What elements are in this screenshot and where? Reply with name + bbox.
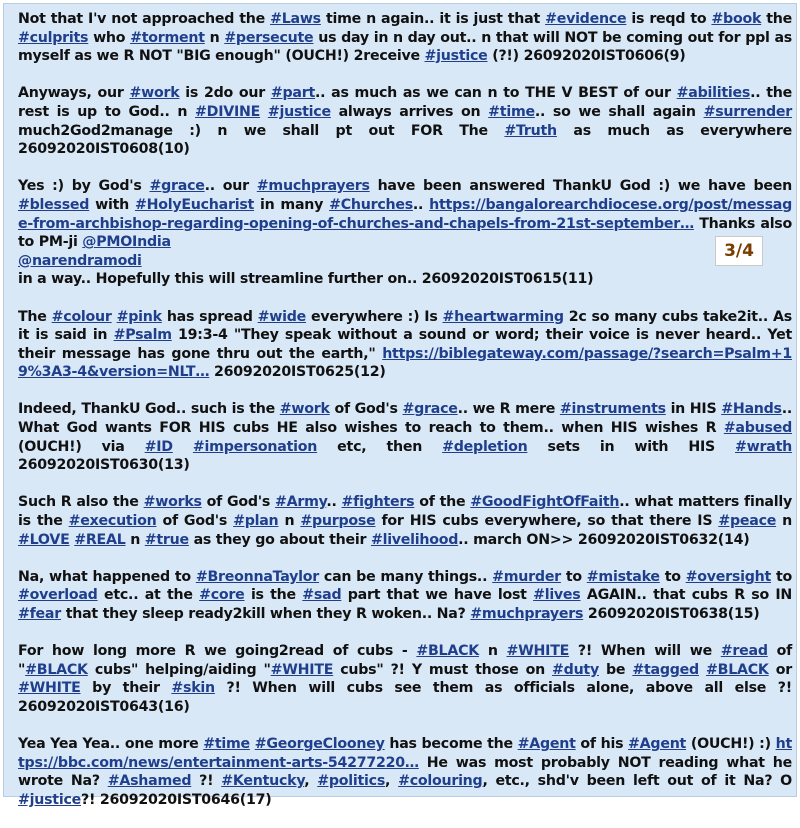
- hashtag-link[interactable]: #BLACK: [416, 643, 479, 660]
- paragraph: [18, 493, 792, 549]
- hashtag-link[interactable]: #pink: [116, 308, 162, 325]
- hashtag-link[interactable]: #GoodFightOfFaith: [470, 494, 620, 511]
- text-run: (OUCH!) :): [686, 736, 776, 753]
- text-run: .. we R mere: [457, 401, 560, 418]
- paragraph: [18, 400, 792, 474]
- hashtag-link[interactable]: #fighters: [341, 494, 415, 511]
- hashtag-link[interactable]: #peace: [718, 513, 777, 530]
- hashtag-link[interactable]: #REAL: [74, 531, 126, 548]
- text-run: 26092020IST0625(12): [209, 364, 386, 381]
- text-run: n: [479, 643, 507, 660]
- page-number-badge: 3/4: [715, 236, 763, 266]
- hashtag-link[interactable]: #WHITE: [270, 661, 334, 678]
- text-run: [173, 439, 193, 455]
- text-run: much2God2manage :) n we shall pt out FOR The: [18, 122, 505, 139]
- text-run: always arrives on: [330, 103, 489, 120]
- text-run: Anyways, our: [18, 85, 130, 102]
- hashtag-link[interactable]: #Churches: [329, 196, 413, 213]
- paragraph: [18, 84, 792, 158]
- hashtag-link[interactable]: #works: [143, 494, 202, 511]
- text-run: [260, 104, 268, 120]
- text-run: For how long more R we going2read of cubs -: [18, 643, 417, 660]
- text-run: of the: [414, 494, 471, 511]
- hashtag-link[interactable]: #colouring: [398, 773, 483, 790]
- hashtag-link[interactable]: #BreonnaTaylor: [195, 568, 320, 585]
- hashtag-link[interactable]: #impersonation: [192, 438, 318, 455]
- text-run: is 2do our: [179, 85, 271, 102]
- text-run: 19:3-4 "They speak without a sound or word; their voice is never heard.. Yet their message has gone thru out the earth,": [18, 327, 792, 362]
- hashtag-link[interactable]: #abilities: [676, 85, 751, 102]
- text-run: the: [761, 11, 792, 27]
- hashtag-link[interactable]: #wrath: [735, 438, 792, 455]
- text-run: .. What God wants FOR HIS cubs HE also wishes to reach to them.. when HIS wishes R: [18, 401, 793, 437]
- hashtag-link[interactable]: #skin: [171, 680, 215, 697]
- text-run: AGAIN.. that cubs R so IN: [580, 587, 792, 604]
- hashtag-link[interactable]: #abused: [723, 420, 792, 437]
- text-run: (OUCH!) via: [18, 438, 145, 455]
- post-body: [18, 10, 792, 828]
- hashtag-link[interactable]: #sad: [302, 587, 342, 604]
- text-run: who: [88, 29, 131, 46]
- text-run: .. the rest is up to God.. n: [18, 85, 792, 120]
- hashtag-link[interactable]: #muchprayers: [470, 606, 584, 622]
- hashtag-link[interactable]: #justice: [424, 48, 488, 65]
- text-run: 26092020IST0638(15): [583, 606, 760, 622]
- hashtag-link[interactable]: #purpose: [300, 513, 376, 530]
- hashtag-link[interactable]: #time: [203, 736, 250, 753]
- hashtag-link[interactable]: #book: [711, 11, 762, 27]
- hashtag-link[interactable]: #HolyEucharist: [134, 196, 255, 213]
- text-run: has become the: [384, 736, 518, 753]
- page-frame: [3, 3, 797, 808]
- text-run: can be many things..: [319, 568, 493, 585]
- paragraph: [18, 177, 792, 289]
- mention-link[interactable]: @narendramodi: [18, 252, 142, 269]
- text-run: n: [278, 513, 301, 530]
- text-run: part that we have lost: [341, 587, 534, 604]
- hashtag-link[interactable]: #Kentucky: [221, 773, 305, 790]
- text-run: ,: [385, 773, 399, 790]
- hashtag-link[interactable]: #grace: [402, 401, 458, 418]
- text-run: in many: [254, 196, 330, 213]
- text-run: cubs" ?! Y must those on: [333, 661, 553, 678]
- text-run: have been answered ThankU God :) we have been: [369, 178, 792, 195]
- url-link[interactable]: https://biblegateway.com/passage/?search=Psalm+19%3A3-4&version=NLT…: [18, 345, 792, 381]
- hashtag-link[interactable]: #livelihood: [370, 531, 459, 548]
- text-run: ,: [304, 773, 318, 790]
- text-run: in a way.. Hopefully this will streamline further on.. 26092020IST0615(11): [18, 271, 594, 288]
- paragraph: [18, 568, 792, 624]
- text-run: He was most probably NOT reading what he wrote Na?: [18, 754, 792, 790]
- text-run: of God's: [156, 513, 234, 530]
- text-run: to: [560, 568, 587, 585]
- text-run: has spread: [161, 308, 258, 325]
- hashtag-link[interactable]: #persecute: [224, 29, 314, 46]
- text-run: with: [89, 196, 135, 213]
- hashtag-link[interactable]: #wide: [257, 308, 306, 325]
- text-run: 2c so many cubs take2it.. As it is said in: [18, 308, 792, 344]
- hashtag-link[interactable]: #duty: [552, 661, 599, 678]
- hashtag-link[interactable]: #mistake: [586, 568, 660, 585]
- hashtag-link[interactable]: #heartwarming: [442, 308, 564, 325]
- hashtag-link[interactable]: #Truth: [504, 122, 557, 139]
- text-run: of his: [575, 736, 629, 753]
- text-run: .. as much as we can n to THE V BEST of our: [315, 85, 677, 102]
- text-run: n: [204, 29, 225, 46]
- hashtag-link[interactable]: #culprits: [18, 29, 89, 46]
- paragraph: [18, 735, 792, 809]
- text-run: of God's: [201, 494, 275, 511]
- hashtag-link[interactable]: #overload: [18, 587, 98, 604]
- hashtag-link[interactable]: #tagged: [632, 661, 699, 678]
- hashtag-link[interactable]: #justice: [267, 103, 331, 120]
- hashtag-link[interactable]: #oversight: [685, 568, 772, 585]
- text-run: Such R also the: [18, 494, 144, 511]
- text-run: ?! When will we: [569, 643, 721, 660]
- hashtag-link[interactable]: #BLACK: [706, 661, 769, 678]
- text-run: 26092020IST0630(13): [18, 457, 190, 474]
- text-run: to: [659, 568, 686, 585]
- hashtag-link[interactable]: #Army: [274, 494, 327, 511]
- hashtag-link[interactable]: #Laws: [270, 11, 321, 27]
- hashtag-link[interactable]: #Psalm: [113, 327, 172, 344]
- text-run: sets in with HIS: [527, 438, 736, 455]
- hashtag-link[interactable]: #WHITE: [18, 680, 81, 697]
- hashtag-link[interactable]: #depletion: [442, 438, 528, 455]
- hashtag-link[interactable]: #true: [144, 531, 189, 548]
- text-run: ..: [412, 196, 430, 213]
- text-run: or: [768, 661, 792, 678]
- text-run: Na, what happened to: [18, 568, 196, 585]
- url-link[interactable]: https://bbc.com/news/entertainment-arts-54277220…: [18, 736, 792, 771]
- text-run: .. what matters finally is the: [18, 494, 792, 530]
- hashtag-link[interactable]: #ID: [144, 438, 173, 455]
- text-run: n: [125, 531, 145, 548]
- text-run: as much as everywhere 26092020IST0608(10): [18, 122, 792, 158]
- hashtag-link[interactable]: #GeorgeClooney: [254, 736, 385, 753]
- text-run: .. march ON>> 26092020IST0632(14): [458, 531, 750, 548]
- text-run: Thanks also to PM-ji: [18, 215, 792, 251]
- text-run: as they go about their: [188, 531, 371, 548]
- text-run: is reqd to: [626, 11, 712, 27]
- hashtag-link[interactable]: #grace: [149, 178, 205, 195]
- text-run: Yea Yea Yea.. one more: [18, 736, 204, 753]
- hashtag-link[interactable]: #muchprayers: [256, 178, 370, 195]
- hashtag-link[interactable]: #plan: [233, 513, 279, 530]
- paragraph: [18, 308, 792, 382]
- text-run: Indeed, ThankU God.. such is the: [18, 401, 280, 418]
- paragraph: [18, 642, 792, 716]
- hashtag-link[interactable]: #surrender: [703, 103, 792, 120]
- text-run: ?! When will cubs see them as officials alone, above all else ?! 26092020IST0643(16): [18, 680, 792, 715]
- text-run: (?!) 26092020IST0606(9): [487, 48, 686, 65]
- hashtag-link[interactable]: #read: [720, 643, 768, 660]
- hashtag-link[interactable]: #colour: [51, 308, 112, 325]
- text-run: time n again.. it is just that: [320, 11, 546, 27]
- text-run: of ": [18, 643, 793, 678]
- paragraph: [18, 10, 792, 66]
- hashtag-link[interactable]: #blessed: [18, 196, 90, 213]
- hashtag-link[interactable]: #Ashamed: [107, 773, 192, 790]
- text-run: of God's: [329, 401, 403, 418]
- hashtag-link[interactable]: #instruments: [559, 401, 666, 418]
- text-run: everywhere :) Is: [306, 308, 443, 325]
- text-run: in HIS: [665, 401, 722, 418]
- text-run: etc, then: [317, 438, 443, 455]
- hashtag-link[interactable]: #justice: [18, 791, 81, 808]
- hashtag-link[interactable]: #BLACK: [25, 661, 88, 678]
- text-run: etc.. at the: [97, 587, 200, 604]
- text-run: be: [598, 661, 633, 678]
- hashtag-link[interactable]: #lives: [533, 587, 581, 604]
- text-run: ?!: [191, 773, 222, 790]
- hashtag-link[interactable]: #politics: [317, 773, 386, 790]
- text-run: n: [776, 513, 792, 530]
- text-run: to: [771, 568, 792, 585]
- hashtag-link[interactable]: #Agent: [628, 736, 687, 753]
- url-link[interactable]: https://bangalorearchdiocese.org/post/message-from-archbishop-regarding-opening-of-churches-and-chapels-from-21st-september…: [18, 196, 792, 232]
- text-run: , etc., shd'v been left out of it Na? O: [482, 773, 792, 790]
- text-run: ..: [326, 494, 342, 511]
- text-run: us day in n day out.. n that will NOT be coming out for ppl as myself as we R NOT "BIG enough" (OUCH!) 2receive: [18, 29, 792, 65]
- hashtag-link[interactable]: #work: [279, 401, 330, 418]
- mention-link[interactable]: @PMOIndia: [82, 234, 171, 251]
- text-run: .. our: [204, 178, 257, 195]
- text-run: that they sleep ready2kill when they R woken.. Na?: [61, 606, 471, 622]
- text-run: cubs" helping/aiding ": [87, 661, 271, 678]
- text-run: by their: [80, 680, 172, 697]
- text-run: ?! 26092020IST0646(17): [80, 791, 272, 808]
- hashtag-link[interactable]: #Agent: [517, 736, 576, 753]
- text-run: Yes :) by God's: [18, 178, 150, 195]
- hashtag-link[interactable]: #Hands: [721, 401, 782, 418]
- text-run: [699, 662, 706, 678]
- hashtag-link[interactable]: #evidence: [545, 11, 627, 27]
- hashtag-link[interactable]: #WHITE: [506, 643, 570, 660]
- hashtag-link[interactable]: #fear: [18, 606, 62, 622]
- hashtag-link[interactable]: #work: [129, 85, 180, 102]
- text-run: for HIS cubs everywhere, so that there IS: [375, 513, 719, 530]
- hashtag-link[interactable]: #DIVINE: [195, 103, 261, 120]
- text-run: is the: [244, 587, 303, 604]
- text-run: .. so we shall again: [534, 103, 704, 120]
- hashtag-link[interactable]: #part: [270, 85, 316, 102]
- text-run: Not that I'v not approached the: [18, 11, 271, 27]
- text-run: The: [18, 308, 52, 325]
- hashtag-link[interactable]: #LOVE: [18, 531, 70, 548]
- hashtag-link[interactable]: #time: [488, 103, 535, 120]
- hashtag-link[interactable]: #torment: [130, 29, 205, 46]
- hashtag-link[interactable]: #core: [199, 587, 245, 604]
- hashtag-link[interactable]: #murder: [492, 568, 561, 585]
- hashtag-link[interactable]: #execution: [68, 513, 157, 530]
